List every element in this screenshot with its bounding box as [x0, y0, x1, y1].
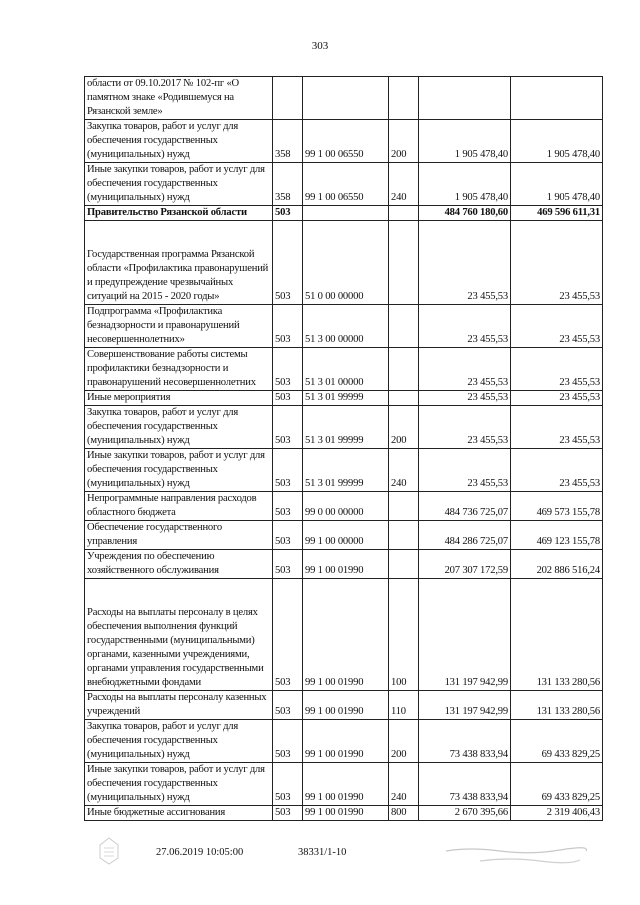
- row-sum-2020-cell: [419, 77, 511, 120]
- row-expense-type-cell: 200: [389, 120, 419, 163]
- footer-date: 27.06.2019 10:05:00: [156, 847, 244, 858]
- row-sum-2020-cell: 484 736 725,07: [419, 492, 511, 521]
- row-expense-type-cell: 200: [389, 406, 419, 449]
- row-expense-type-cell: 200: [389, 720, 419, 763]
- row-name-cell: Совершенствование работы системы профилактики безнадзорности и правонарушений несовершеннолетних: [85, 348, 273, 391]
- row-expense-type-cell: [389, 550, 419, 579]
- row-name-cell: Иные закупки товаров, работ и услуг для обеспечения государственных (муниципальных) нужд: [85, 163, 273, 206]
- row-name-cell: Иные закупки товаров, работ и услуг для обеспечения государственных (муниципальных) нужд: [85, 763, 273, 806]
- row-grbs-cell: 503: [273, 406, 303, 449]
- row-expense-type-cell: 800: [389, 806, 419, 821]
- table-row: [85, 163, 603, 206]
- row-sum-2020-cell: 23 455,53: [419, 406, 511, 449]
- row-grbs-cell: 503: [273, 492, 303, 521]
- row-target-article-cell: [303, 77, 389, 120]
- row-grbs-cell: 503: [273, 348, 303, 391]
- row-target-article-cell: 51 0 00 00000: [303, 221, 389, 305]
- row-name-cell: Подпрограмма «Профилактика безнадзорности и правонарушений несовершеннолетних»: [85, 305, 273, 348]
- table-row: [85, 406, 603, 449]
- row-sum-2020-cell: 73 438 833,94: [419, 720, 511, 763]
- row-sum-2020-cell: 131 197 942,99: [419, 579, 511, 691]
- row-name-cell: области от 09.10.2017 № 102-пг «О памятном знаке «Родившемуся на Рязанской земле»: [85, 77, 273, 120]
- row-expense-type-cell: 240: [389, 763, 419, 806]
- table-row: [85, 521, 603, 550]
- row-sum-2020-cell: 1 905 478,40: [419, 163, 511, 206]
- row-grbs-cell: 503: [273, 521, 303, 550]
- row-grbs-cell: 503: [273, 449, 303, 492]
- row-sum-2020-cell: 484 760 180,60: [419, 206, 511, 221]
- row-grbs-cell: 503: [273, 391, 303, 406]
- row-target-article-cell: 99 1 00 00000: [303, 521, 389, 550]
- table-row: [85, 806, 603, 821]
- row-expense-type-cell: [389, 521, 419, 550]
- table-row: [85, 691, 603, 720]
- row-name-cell: Иные мероприятия: [85, 391, 273, 406]
- signature-stamp-icon: [440, 843, 590, 867]
- row-grbs-cell: 503: [273, 691, 303, 720]
- row-target-article-cell: 99 1 00 01990: [303, 720, 389, 763]
- row-grbs-cell: 503: [273, 763, 303, 806]
- row-grbs-cell: 358: [273, 163, 303, 206]
- budget-table-body: [85, 77, 603, 821]
- row-sum-2021-cell: 131 133 280,56: [511, 579, 603, 691]
- row-name-cell: Закупка товаров, работ и услуг для обеспечения государственных (муниципальных) нужд: [85, 120, 273, 163]
- row-name-cell: Расходы на выплаты персоналу в целях обеспечения выполнения функций государственными (муниципальными) органами, казенными учреждениями, органами управления государственными внебюджетными фондами: [85, 579, 273, 691]
- row-grbs-cell: [273, 77, 303, 120]
- row-name-cell: Закупка товаров, работ и услуг для обеспечения государственных (муниципальных) нужд: [85, 720, 273, 763]
- table-row: [85, 720, 603, 763]
- table-row: [85, 206, 603, 221]
- row-expense-type-cell: [389, 77, 419, 120]
- row-grbs-cell: 358: [273, 120, 303, 163]
- table-row: [85, 492, 603, 521]
- table-row: [85, 550, 603, 579]
- row-sum-2021-cell: [511, 77, 603, 120]
- row-name-cell: Правительство Рязанской области: [85, 206, 273, 221]
- row-name-cell: Иные бюджетные ассигнования: [85, 806, 273, 821]
- row-sum-2020-cell: 131 197 942,99: [419, 691, 511, 720]
- row-sum-2021-cell: 131 133 280,56: [511, 691, 603, 720]
- row-grbs-cell: 503: [273, 221, 303, 305]
- row-sum-2021-cell: 23 455,53: [511, 406, 603, 449]
- row-expense-type-cell: 100: [389, 579, 419, 691]
- table-row: [85, 221, 603, 305]
- row-sum-2021-cell: 469 573 155,78: [511, 492, 603, 521]
- row-target-article-cell: 99 1 00 06550: [303, 163, 389, 206]
- row-expense-type-cell: [389, 492, 419, 521]
- row-target-article-cell: 51 3 01 99999: [303, 391, 389, 406]
- row-sum-2021-cell: 1 905 478,40: [511, 120, 603, 163]
- footer-doc-code: 38331/1-10: [298, 847, 347, 858]
- row-sum-2020-cell: 23 455,53: [419, 221, 511, 305]
- row-grbs-cell: 503: [273, 806, 303, 821]
- table-row: [85, 579, 603, 691]
- row-sum-2020-cell: 484 286 725,07: [419, 521, 511, 550]
- row-sum-2021-cell: 2 319 406,43: [511, 806, 603, 821]
- row-name-cell: Обеспечение государственного управления: [85, 521, 273, 550]
- row-grbs-cell: 503: [273, 579, 303, 691]
- row-expense-type-cell: [389, 348, 419, 391]
- row-name-cell: Расходы на выплаты персоналу казенных учреждений: [85, 691, 273, 720]
- row-expense-type-cell: 240: [389, 163, 419, 206]
- row-sum-2021-cell: 69 433 829,25: [511, 720, 603, 763]
- page-number: 303: [311, 40, 329, 52]
- row-target-article-cell: 51 3 00 00000: [303, 305, 389, 348]
- budget-table: [84, 76, 603, 821]
- row-name-cell: Закупка товаров, работ и услуг для обеспечения государственных (муниципальных) нужд: [85, 406, 273, 449]
- row-name-cell: Учреждения по обеспечению хозяйственного обслуживания: [85, 550, 273, 579]
- row-grbs-cell: 503: [273, 720, 303, 763]
- table-row: [85, 305, 603, 348]
- row-target-article-cell: 99 1 00 01990: [303, 550, 389, 579]
- row-sum-2021-cell: 23 455,53: [511, 221, 603, 305]
- row-sum-2020-cell: 23 455,53: [419, 391, 511, 406]
- row-sum-2021-cell: 69 433 829,25: [511, 763, 603, 806]
- row-expense-type-cell: 110: [389, 691, 419, 720]
- row-sum-2021-cell: 23 455,53: [511, 391, 603, 406]
- row-sum-2021-cell: 469 123 155,78: [511, 521, 603, 550]
- row-target-article-cell: 99 1 00 01990: [303, 806, 389, 821]
- table-row: [85, 449, 603, 492]
- table-row: [85, 391, 603, 406]
- row-expense-type-cell: [389, 305, 419, 348]
- row-sum-2020-cell: 207 307 172,59: [419, 550, 511, 579]
- row-sum-2021-cell: 202 886 516,24: [511, 550, 603, 579]
- row-target-article-cell: 99 0 00 00000: [303, 492, 389, 521]
- row-target-article-cell: 99 1 00 06550: [303, 120, 389, 163]
- row-sum-2020-cell: 23 455,53: [419, 449, 511, 492]
- table-row: [85, 763, 603, 806]
- row-target-article-cell: 99 1 00 01990: [303, 579, 389, 691]
- row-sum-2021-cell: 23 455,53: [511, 449, 603, 492]
- row-target-article-cell: 51 3 01 99999: [303, 449, 389, 492]
- row-name-cell: Государственная программа Рязанской области «Профилактика правонарушений и предупреждение чрезвычайных ситуаций на 2015 - 2020 годы»: [85, 221, 273, 305]
- row-target-article-cell: 99 1 00 01990: [303, 691, 389, 720]
- row-expense-type-cell: [389, 391, 419, 406]
- row-grbs-cell: 503: [273, 206, 303, 221]
- row-expense-type-cell: 240: [389, 449, 419, 492]
- table-row: [85, 120, 603, 163]
- row-name-cell: Иные закупки товаров, работ и услуг для обеспечения государственных (муниципальных) нужд: [85, 449, 273, 492]
- table-row: [85, 77, 603, 120]
- row-sum-2021-cell: 469 596 611,31: [511, 206, 603, 221]
- row-target-article-cell: 51 3 01 99999: [303, 406, 389, 449]
- table-row: [85, 348, 603, 391]
- row-sum-2021-cell: 23 455,53: [511, 305, 603, 348]
- row-expense-type-cell: [389, 221, 419, 305]
- row-target-article-cell: 99 1 00 01990: [303, 763, 389, 806]
- row-name-cell: Непрограммные направления расходов областного бюджета: [85, 492, 273, 521]
- row-sum-2020-cell: 23 455,53: [419, 305, 511, 348]
- row-target-article-cell: [303, 206, 389, 221]
- row-target-article-cell: 51 3 01 00000: [303, 348, 389, 391]
- row-expense-type-cell: [389, 206, 419, 221]
- row-sum-2020-cell: 23 455,53: [419, 348, 511, 391]
- row-grbs-cell: 503: [273, 305, 303, 348]
- row-grbs-cell: 503: [273, 550, 303, 579]
- row-sum-2021-cell: 23 455,53: [511, 348, 603, 391]
- row-sum-2020-cell: 1 905 478,40: [419, 120, 511, 163]
- row-sum-2020-cell: 2 670 395,66: [419, 806, 511, 821]
- row-sum-2021-cell: 1 905 478,40: [511, 163, 603, 206]
- row-sum-2020-cell: 73 438 833,94: [419, 763, 511, 806]
- seal-icon: [96, 836, 122, 866]
